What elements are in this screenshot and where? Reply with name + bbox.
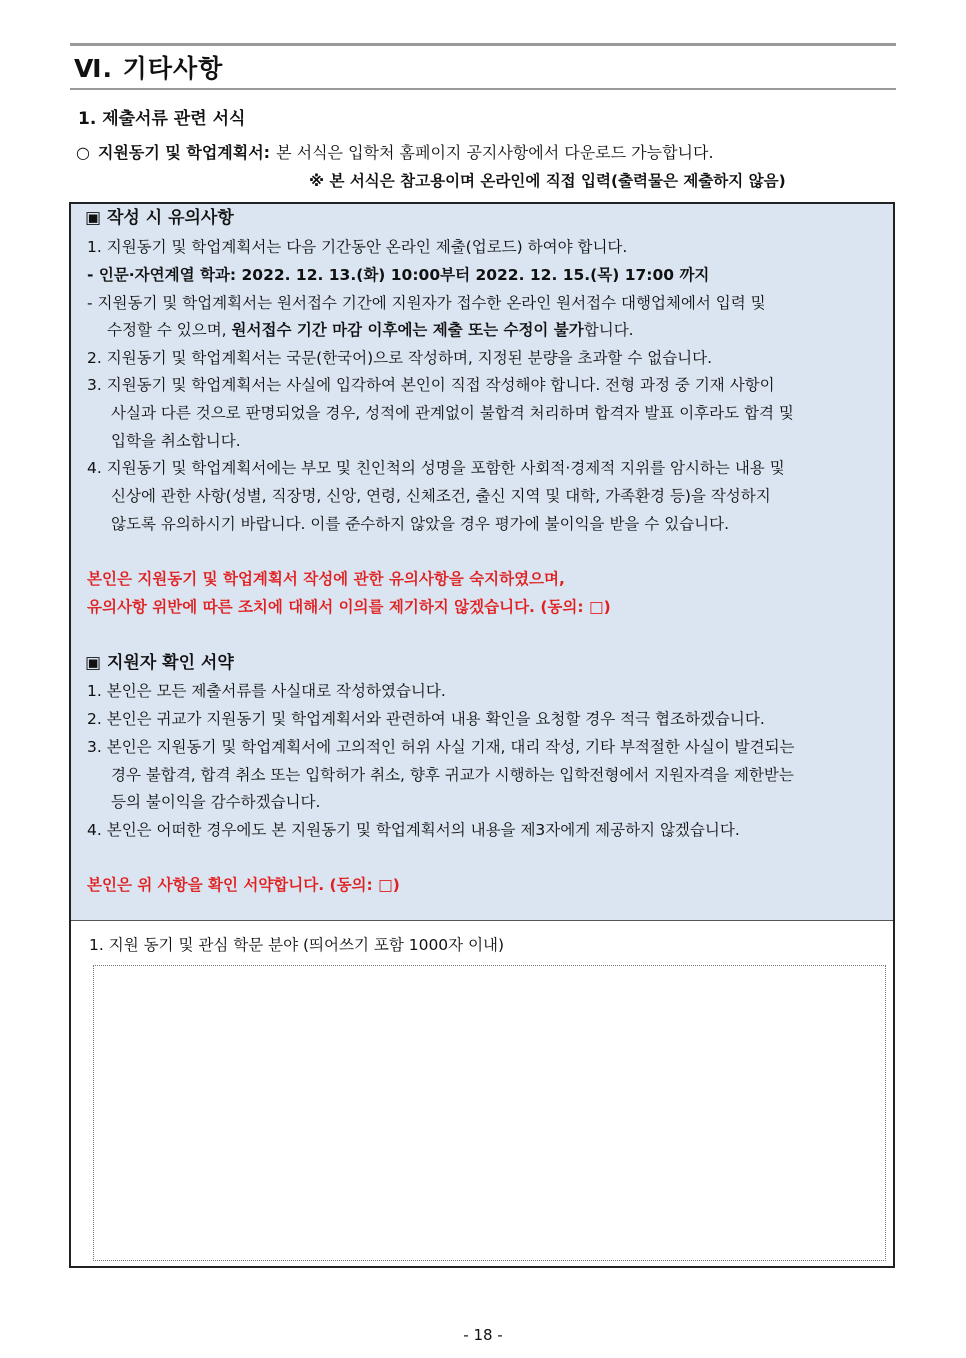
pledge-agreement-line: 본인은 위 사항을 확인 서약합니다. (동의: □) bbox=[87, 876, 400, 894]
caution-line: 2. 지원동기 및 학업계획서는 국문(한국어)으로 작성하며, 지정된 분량을 초과할 수 없습니다. bbox=[87, 349, 713, 367]
pledge-line: 1. 본인은 모든 제출서류를 사실대로 작성하였습니다. bbox=[87, 682, 446, 700]
caution-line: 않도록 유의하시기 바랍니다. 이를 준수하지 않았을 경우 평가에 불이익을 받을 수 있습니다. bbox=[111, 515, 730, 533]
subsection-title: 1. 제출서류 관련 서식 bbox=[78, 109, 246, 129]
caution-line: 사실과 다른 것으로 판명되었을 경우, 성적에 관계없이 불합격 처리하며 합격자 발표 이후라도 합격 및 bbox=[111, 404, 794, 422]
cautions-agreement-line: 유의사항 위반에 따른 조치에 대해서 이의를 제기하지 않겠습니다. (동의: □) bbox=[87, 598, 611, 616]
pledge-line: 4. 본인은 어떠한 경우에도 본 지원동기 및 학업계획서의 내용을 제3자에게 제공하지 않겠습니다. bbox=[87, 821, 740, 839]
pledge-line: 경우 불합격, 합격 취소 또는 입학허가 취소, 향후 귀교가 시행하는 입학전형에서 지원자격을 제한받는 bbox=[111, 766, 794, 784]
form-label: 지원동기 및 학업계획서: bbox=[97, 143, 271, 162]
instructions-panel bbox=[71, 204, 893, 921]
caution-line: 1. 지원동기 및 학업계획서는 다음 기간동안 온라인 제출(업로드) 하여야 합니다. bbox=[87, 238, 628, 256]
title-top-rule bbox=[70, 43, 896, 46]
caution-text: 합니다. bbox=[583, 321, 634, 339]
caution-line: - 지원동기 및 학업계획서는 원서접수 기간에 지원자가 접수한 온라인 원서접수 대행업체에서 입력 및 bbox=[87, 294, 766, 312]
submission-period: - 인문·자연계열 학과: 2022. 12. 13.(화) 10:00부터 2022. 12. 15.(목) 17:00 까지 bbox=[87, 266, 710, 284]
caution-text: 수정할 수 있으며, bbox=[107, 321, 232, 339]
cautions-agreement-line: 본인은 지원동기 및 학업계획서 작성에 관한 유의사항을 숙지하였으며, bbox=[87, 570, 565, 588]
answer-label: 1. 지원 동기 및 관심 학문 분야 (띄어쓰기 포함 1000자 이내) bbox=[89, 936, 505, 954]
cautions-heading: ▣ 작성 시 유의사항 bbox=[85, 208, 234, 228]
caution-line: 3. 지원동기 및 학업계획서는 사실에 입각하여 본인이 직접 작성해야 합니다. 전형 과정 중 기재 사항이 bbox=[87, 376, 775, 394]
title-bottom-rule bbox=[70, 88, 896, 90]
caution-emphasis: 원서접수 기간 마감 이후에는 제출 또는 수정이 불가 bbox=[231, 321, 584, 339]
reference-notice: ※ 본 서식은 참고용이며 온라인에 직접 입력(출력물은 제출하지 않음) bbox=[309, 172, 786, 190]
motivation-answer-area[interactable] bbox=[93, 965, 886, 1261]
form-download-line bbox=[76, 140, 714, 163]
pledge-line: 3. 본인은 지원동기 및 학업계획서에 고의적인 허위 사실 기재, 대리 작성, 기타 부적절한 사실이 발견되는 bbox=[87, 738, 795, 756]
caution-line: 신상에 관한 사항(성별, 직장명, 신앙, 연령, 신체조건, 출신 지역 및 대학, 가족환경 등)을 작성하지 bbox=[111, 487, 771, 505]
pledge-heading: ▣ 지원자 확인 서약 bbox=[85, 653, 234, 673]
pledge-line: 2. 본인은 귀교가 지원동기 및 학업계획서와 관련하여 내용 확인을 요청할 경우 적극 협조하겠습니다. bbox=[87, 710, 765, 728]
form-description: 본 서식은 입학처 홈페이지 공지사항에서 다운로드 가능합니다. bbox=[276, 143, 714, 162]
page-number: - 18 - bbox=[463, 1326, 503, 1344]
circle-bullet-icon: ○ bbox=[76, 143, 90, 162]
pledge-line: 등의 불이익을 감수하겠습니다. bbox=[111, 793, 321, 811]
caution-line: 4. 지원동기 및 학업계획서에는 부모 및 친인척의 성명을 포함한 사회적·경제적 지위를 암시하는 내용 및 bbox=[87, 459, 785, 477]
form-box bbox=[69, 202, 895, 1268]
caution-line bbox=[107, 320, 634, 340]
caution-line: 입학을 취소합니다. bbox=[111, 432, 241, 450]
section-title: Ⅵ. 기타사항 bbox=[74, 54, 224, 83]
